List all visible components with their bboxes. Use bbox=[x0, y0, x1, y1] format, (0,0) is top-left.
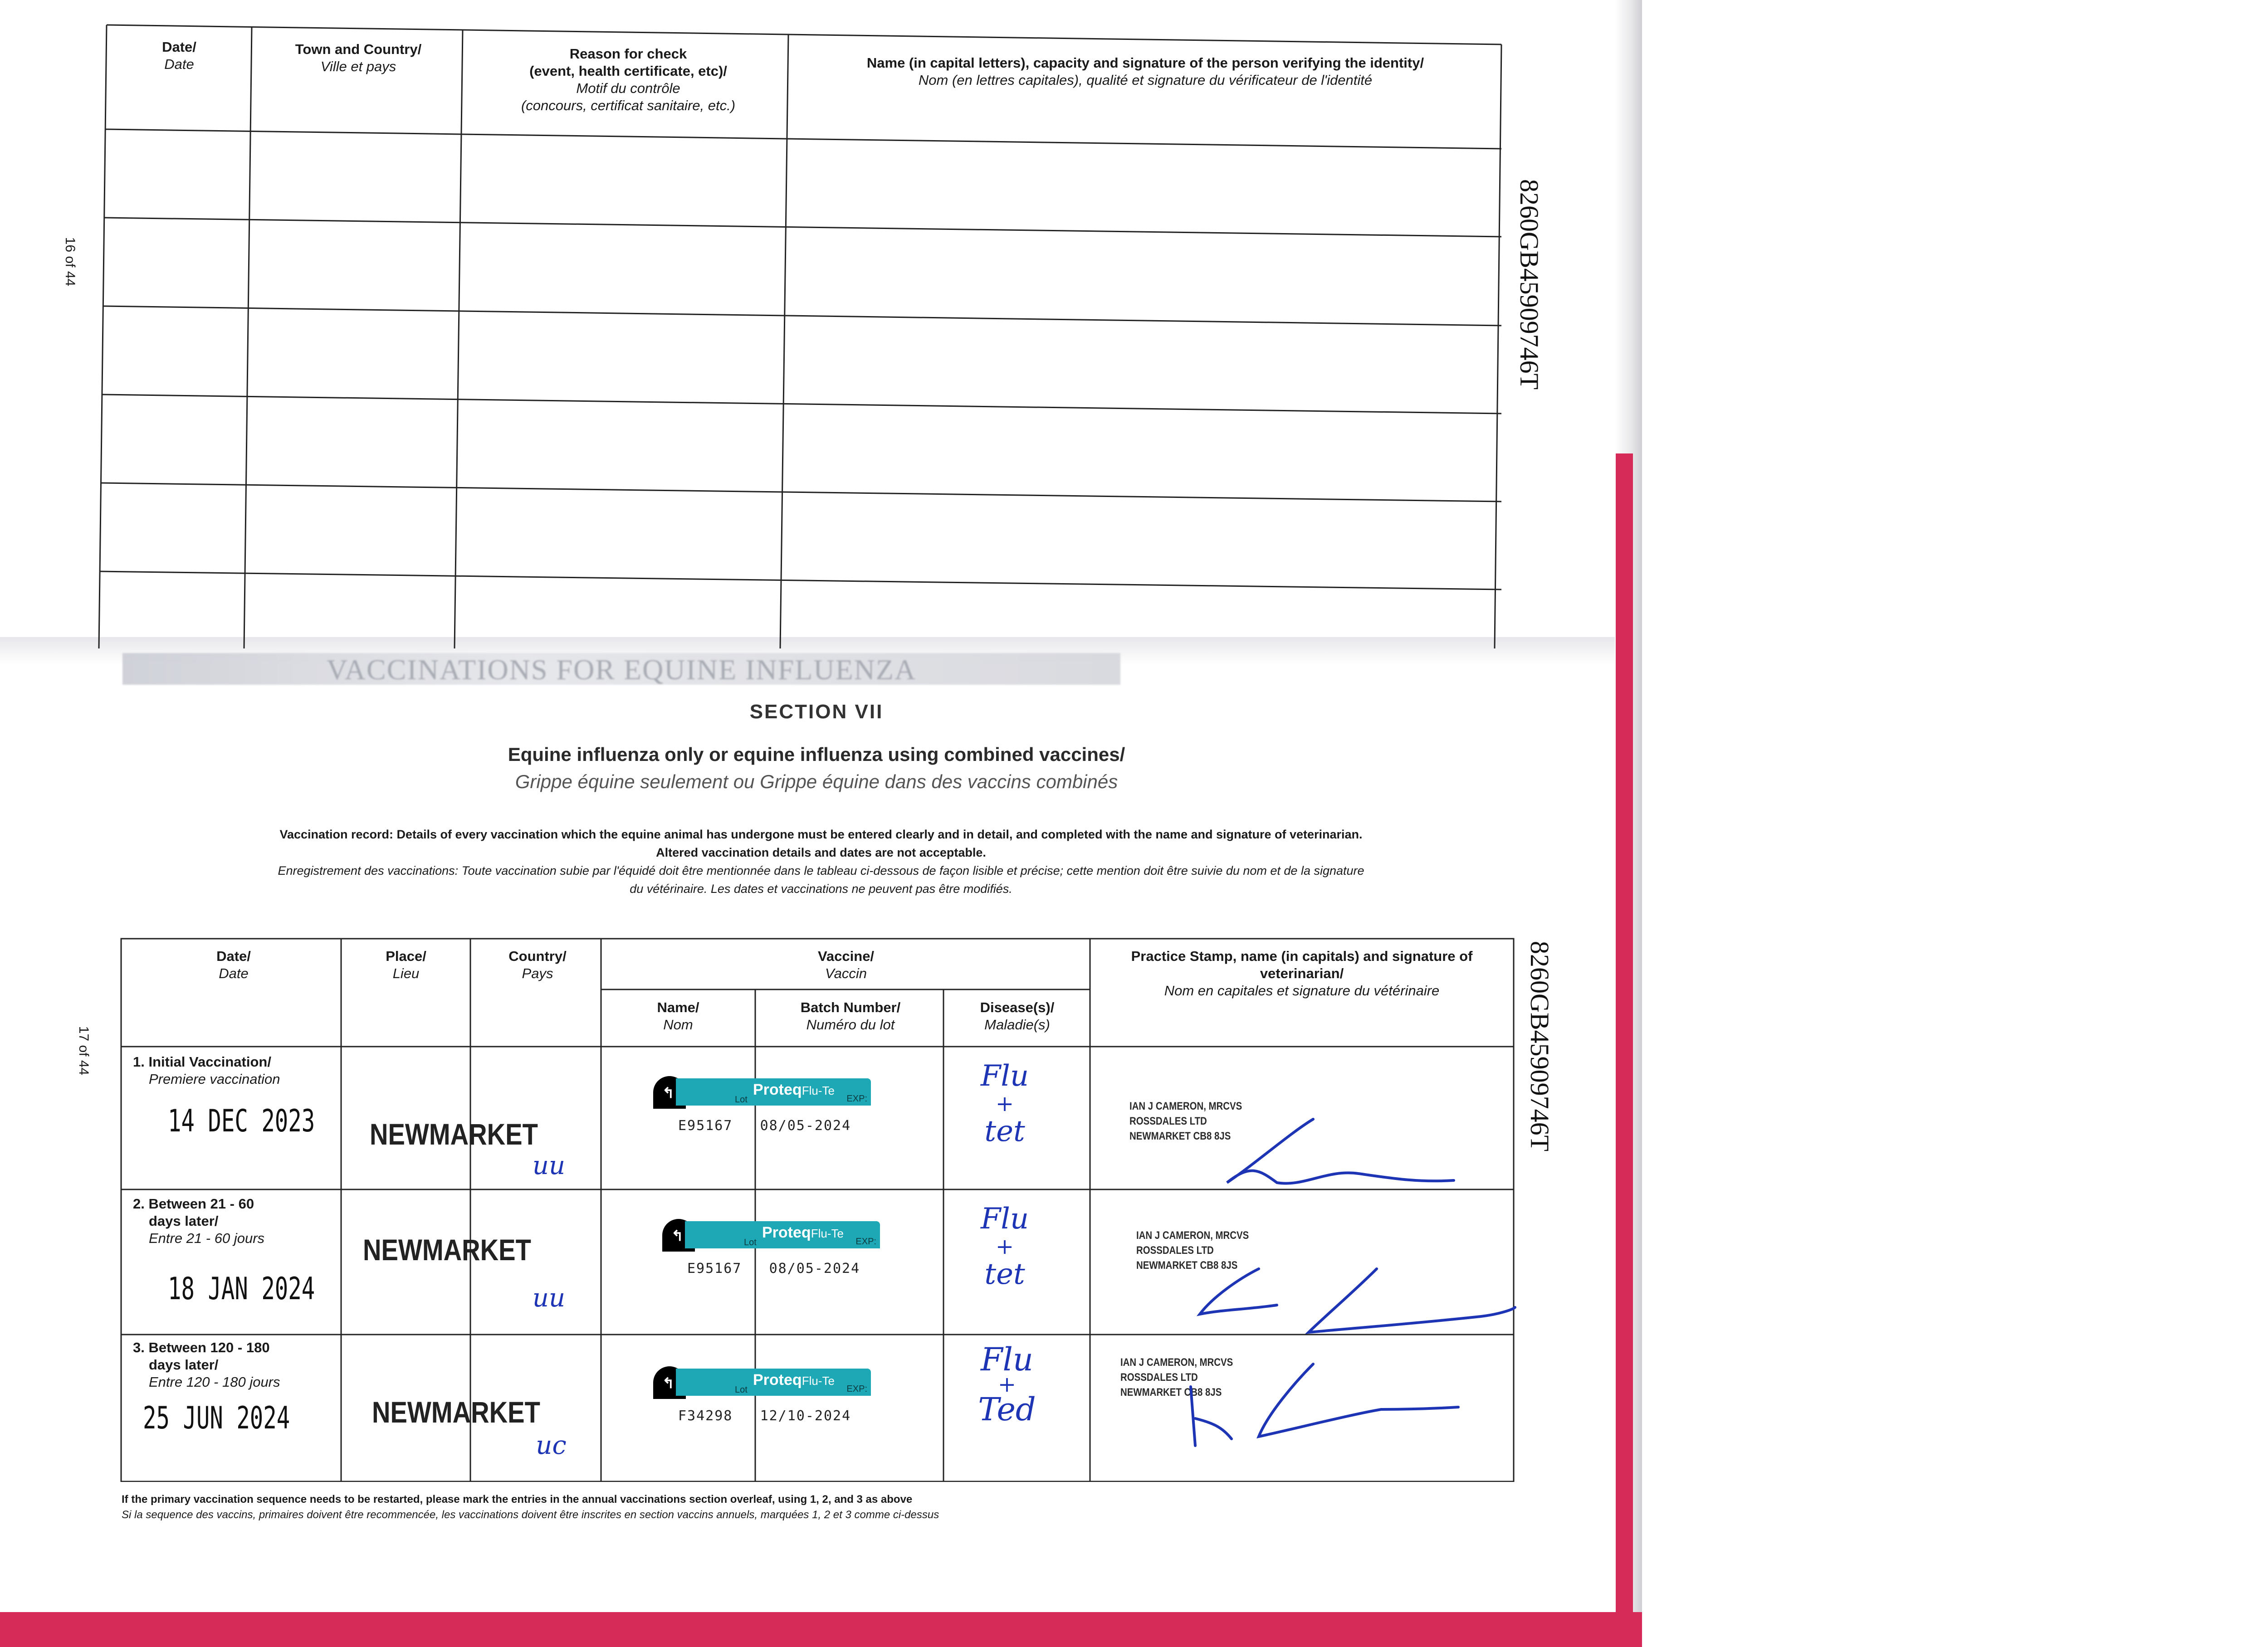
row3-vet-signature bbox=[1163, 1360, 1463, 1455]
row1-stamp-line2: ROSSDALES LTD bbox=[1129, 1115, 1207, 1127]
row3-disease-1: Flu bbox=[980, 1341, 1034, 1378]
row1-place: NEWMARKET bbox=[370, 1117, 538, 1151]
row2-place: NEWMARKET bbox=[363, 1233, 531, 1267]
row1-date: 14 DEC 2023 bbox=[168, 1103, 315, 1139]
col-vaccine-en: Vaccine/ bbox=[817, 948, 875, 964]
col-reason bbox=[474, 45, 782, 114]
row1-label bbox=[133, 1053, 280, 1088]
col-stamp-en: Practice Stamp, name (in capitals) and signature of bbox=[1131, 948, 1473, 964]
footnote-fr: Si la sequence des vaccins, primaires doivent être recommencée, les vaccinations doivent être inscrites en section vaccins annuels, marquées 1, 2 et 3 comme ci-dessus bbox=[122, 1509, 939, 1521]
row2-date: 18 JAN 2024 bbox=[168, 1271, 315, 1307]
col-country-en: Country/ bbox=[508, 948, 567, 964]
vaccine-variant: Flu-Te bbox=[811, 1227, 844, 1240]
col-batch-en: Batch Number/ bbox=[800, 999, 901, 1015]
col-vaccine bbox=[710, 948, 982, 982]
row3-disease bbox=[955, 1341, 1059, 1428]
row3-stamp-line3: NEWMARKET CB8 8JS bbox=[1120, 1386, 1222, 1398]
row1-vaccine-label bbox=[653, 1076, 871, 1144]
col-disease bbox=[948, 999, 1086, 1033]
page-number-16: 16 of 44 bbox=[63, 237, 78, 287]
row2-batch: E95167 bbox=[687, 1261, 742, 1277]
row1-disease-3: tet bbox=[984, 1115, 1025, 1148]
row2-vaccine-label bbox=[662, 1219, 880, 1287]
vaccination-table bbox=[120, 938, 1517, 1482]
vaccine-logo-icon: ↰ bbox=[662, 1219, 695, 1252]
row3-stamp-line2: ROSSDALES LTD bbox=[1120, 1371, 1198, 1384]
row3-expiry: 12/10-2024 bbox=[760, 1408, 851, 1424]
row2-label bbox=[133, 1195, 264, 1247]
col-stamp-en2: veterinarian/ bbox=[1260, 965, 1344, 981]
row3-label bbox=[133, 1339, 280, 1391]
row1-vet-signature bbox=[1200, 1115, 1472, 1205]
vaccine-product bbox=[753, 1081, 835, 1099]
vaccine-variant: Flu-Te bbox=[802, 1084, 835, 1097]
row3-stamp-line1: IAN J CAMERON, MRCVS bbox=[1120, 1356, 1233, 1369]
col-reason-en: Reason for check bbox=[569, 46, 687, 62]
footnote-en: If the primary vaccination sequence needs to be restarted, please mark the entries in the annual vaccinations section overleaf, using 1, 2, and 3 as above bbox=[122, 1493, 913, 1506]
row2-disease-3: tet bbox=[984, 1257, 1025, 1291]
row2-expiry: 08/05-2024 bbox=[769, 1261, 860, 1277]
row3-disease-2: + bbox=[997, 1372, 1017, 1397]
vaccine-product bbox=[753, 1371, 835, 1389]
vaccine-band bbox=[676, 1078, 871, 1106]
row2-stamp-line2: ROSSDALES LTD bbox=[1136, 1244, 1214, 1257]
col-town bbox=[261, 41, 456, 75]
col-verifier-fr: Nom (en lettres capitales), qualité et signature du vérificateur de l'identité bbox=[918, 72, 1373, 88]
row3-label-fr: Entre 120 - 180 jours bbox=[149, 1374, 280, 1390]
vaccine-band bbox=[685, 1221, 880, 1248]
col-vaccine-fr: Vaccin bbox=[825, 965, 867, 981]
col-date-en: Date/ bbox=[216, 948, 251, 964]
vaccine-product-name: Proteq bbox=[753, 1371, 802, 1389]
col-place bbox=[356, 948, 456, 982]
col-disease-en: Disease(s)/ bbox=[980, 999, 1055, 1015]
row3-disease-3: Ted bbox=[978, 1391, 1036, 1428]
subtitle-en: Equine influenza only or equine influenza using combined vaccines/ bbox=[508, 744, 1125, 765]
col-place-en: Place/ bbox=[386, 948, 426, 964]
vaccine-lot-label: Lot bbox=[735, 1385, 748, 1395]
col-vaccine-name-en: Name/ bbox=[657, 999, 699, 1015]
page-number-17: 17 of 44 bbox=[76, 1026, 92, 1076]
serial-number-lower: 8260GB45909746T bbox=[1525, 941, 1554, 1151]
vaccine-lot-label: Lot bbox=[744, 1238, 757, 1247]
record-note-fr-2: du vétérinaire. Les dates et vaccinations ne peuvent pas être modifiés. bbox=[630, 882, 1012, 896]
row1-disease-2: + bbox=[995, 1091, 1014, 1116]
col-date-fr: Date bbox=[164, 56, 194, 72]
col-reason-fr2: (concours, certificat sanitaire, etc.) bbox=[521, 97, 736, 113]
subtitle-fr: Grippe équine seulement ou Grippe équine dans des vaccins combinés bbox=[515, 771, 1118, 792]
col-batch bbox=[760, 999, 941, 1033]
vaccine-logo-icon: ↰ bbox=[653, 1366, 686, 1399]
col-country bbox=[483, 948, 592, 982]
col-place-fr: Lieu bbox=[392, 965, 420, 981]
vaccine-exp-label: EXP: bbox=[855, 1237, 876, 1247]
row1-country-initials: uu bbox=[532, 1151, 566, 1180]
col-verifier bbox=[796, 54, 1495, 89]
row2-country-initials: uu bbox=[532, 1283, 566, 1313]
passport-cover-bottom bbox=[0, 1612, 1642, 1647]
row2-disease bbox=[955, 1203, 1055, 1290]
row2-stamp-line3: NEWMARKET CB8 8JS bbox=[1136, 1259, 1238, 1272]
section-title-faded: VACCINATIONS FOR EQUINE INFLUENZA bbox=[122, 653, 1120, 685]
section-heading: SECTION VII bbox=[749, 701, 884, 723]
record-note-en-2: Altered vaccination details and dates are not acceptable. bbox=[656, 846, 986, 859]
row3-batch-expiry bbox=[678, 1408, 851, 1424]
row2-label-en-1: 2. Between 21 - 60 bbox=[133, 1196, 254, 1212]
vaccine-product bbox=[762, 1224, 844, 1242]
row2-stamp-line1: IAN J CAMERON, MRCVS bbox=[1136, 1229, 1249, 1242]
vaccine-logo-icon: ↰ bbox=[653, 1076, 686, 1109]
col-date bbox=[125, 39, 234, 73]
row1-disease-1: Flu bbox=[980, 1059, 1029, 1093]
row2-vet-signature bbox=[1163, 1264, 1517, 1346]
record-note-fr-1: Enregistrement des vaccinations: Toute vaccination subie par l'équidé doit être mentionnée dans le tableau ci-dessous de façon lisible et précise; cette mention doit être suivie du nom et de la signature bbox=[278, 864, 1364, 877]
vaccine-band bbox=[676, 1369, 871, 1396]
vaccine-exp-label: EXP: bbox=[846, 1384, 867, 1394]
col-vaccine-name-fr: Nom bbox=[663, 1017, 693, 1033]
col-disease-fr: Maladie(s) bbox=[984, 1017, 1050, 1033]
row1-disease bbox=[955, 1060, 1055, 1147]
record-note-en-1: Vaccination record: Details of every vaccination which the equine animal has undergone must be entered clearly and in detail, and completed with the name and signature of veterinarian. bbox=[279, 828, 1363, 841]
row2-disease-2: + bbox=[995, 1234, 1014, 1259]
vaccine-product-name: Proteq bbox=[762, 1224, 811, 1241]
vaccine-variant: Flu-Te bbox=[802, 1374, 835, 1388]
row2-batch-expiry bbox=[687, 1261, 860, 1277]
row2-disease-1: Flu bbox=[980, 1202, 1029, 1236]
col-town-fr: Ville et pays bbox=[320, 58, 396, 74]
identity-check-grid bbox=[98, 23, 1504, 648]
identity-check-table bbox=[98, 23, 1504, 648]
col-country-fr: Pays bbox=[522, 965, 553, 981]
col-practice-stamp bbox=[1095, 948, 1508, 999]
vaccine-exp-label: EXP: bbox=[846, 1094, 867, 1104]
row3-label-en-1: 3. Between 120 - 180 bbox=[133, 1340, 270, 1355]
row3-date: 25 JUN 2024 bbox=[143, 1400, 290, 1436]
col-vaccine-name bbox=[608, 999, 748, 1033]
col-batch-fr: Numéro du lot bbox=[806, 1017, 895, 1033]
footnote bbox=[122, 1492, 939, 1523]
col-date-en: Date/ bbox=[162, 39, 196, 55]
row3-label-en-2: days later/ bbox=[149, 1357, 219, 1373]
row1-label-en: 1. Initial Vaccination/ bbox=[133, 1054, 271, 1070]
col-date-fr: Date bbox=[219, 965, 249, 981]
col-town-en: Town and Country/ bbox=[295, 41, 422, 57]
col-verifier-en: Name (in capital letters), capacity and signature of the person verifying the identity/ bbox=[866, 55, 1424, 71]
row3-vaccine-label bbox=[653, 1366, 871, 1434]
row3-country-initials: uc bbox=[536, 1431, 567, 1460]
row3-batch: F34298 bbox=[678, 1408, 733, 1424]
vaccine-product-name: Proteq bbox=[753, 1081, 802, 1098]
row1-label-fr: Premiere vaccination bbox=[149, 1071, 280, 1087]
col-date bbox=[179, 948, 288, 982]
row2-label-fr: Entre 21 - 60 jours bbox=[149, 1230, 265, 1246]
row1-batch: E95167 bbox=[678, 1118, 733, 1134]
row1-expiry: 08/05-2024 bbox=[760, 1118, 851, 1134]
row1-stamp-line1: IAN J CAMERON, MRCVS bbox=[1129, 1100, 1242, 1112]
serial-number-upper: 8260GB45909746T bbox=[1515, 179, 1544, 390]
col-reason-fr: Motif du contrôle bbox=[576, 80, 680, 96]
row2-label-en-2: days later/ bbox=[149, 1213, 219, 1229]
row1-batch-expiry bbox=[678, 1118, 851, 1134]
row3-place: NEWMARKET bbox=[372, 1395, 540, 1429]
vaccine-lot-label: Lot bbox=[735, 1095, 748, 1105]
col-stamp-fr: Nom en capitales et signature du vétérinaire bbox=[1164, 983, 1440, 999]
row1-stamp-line3: NEWMARKET CB8 8JS bbox=[1129, 1130, 1231, 1142]
passport-cover-edge bbox=[1616, 453, 1633, 1647]
col-reason-en2: (event, health certificate, etc)/ bbox=[529, 63, 727, 79]
